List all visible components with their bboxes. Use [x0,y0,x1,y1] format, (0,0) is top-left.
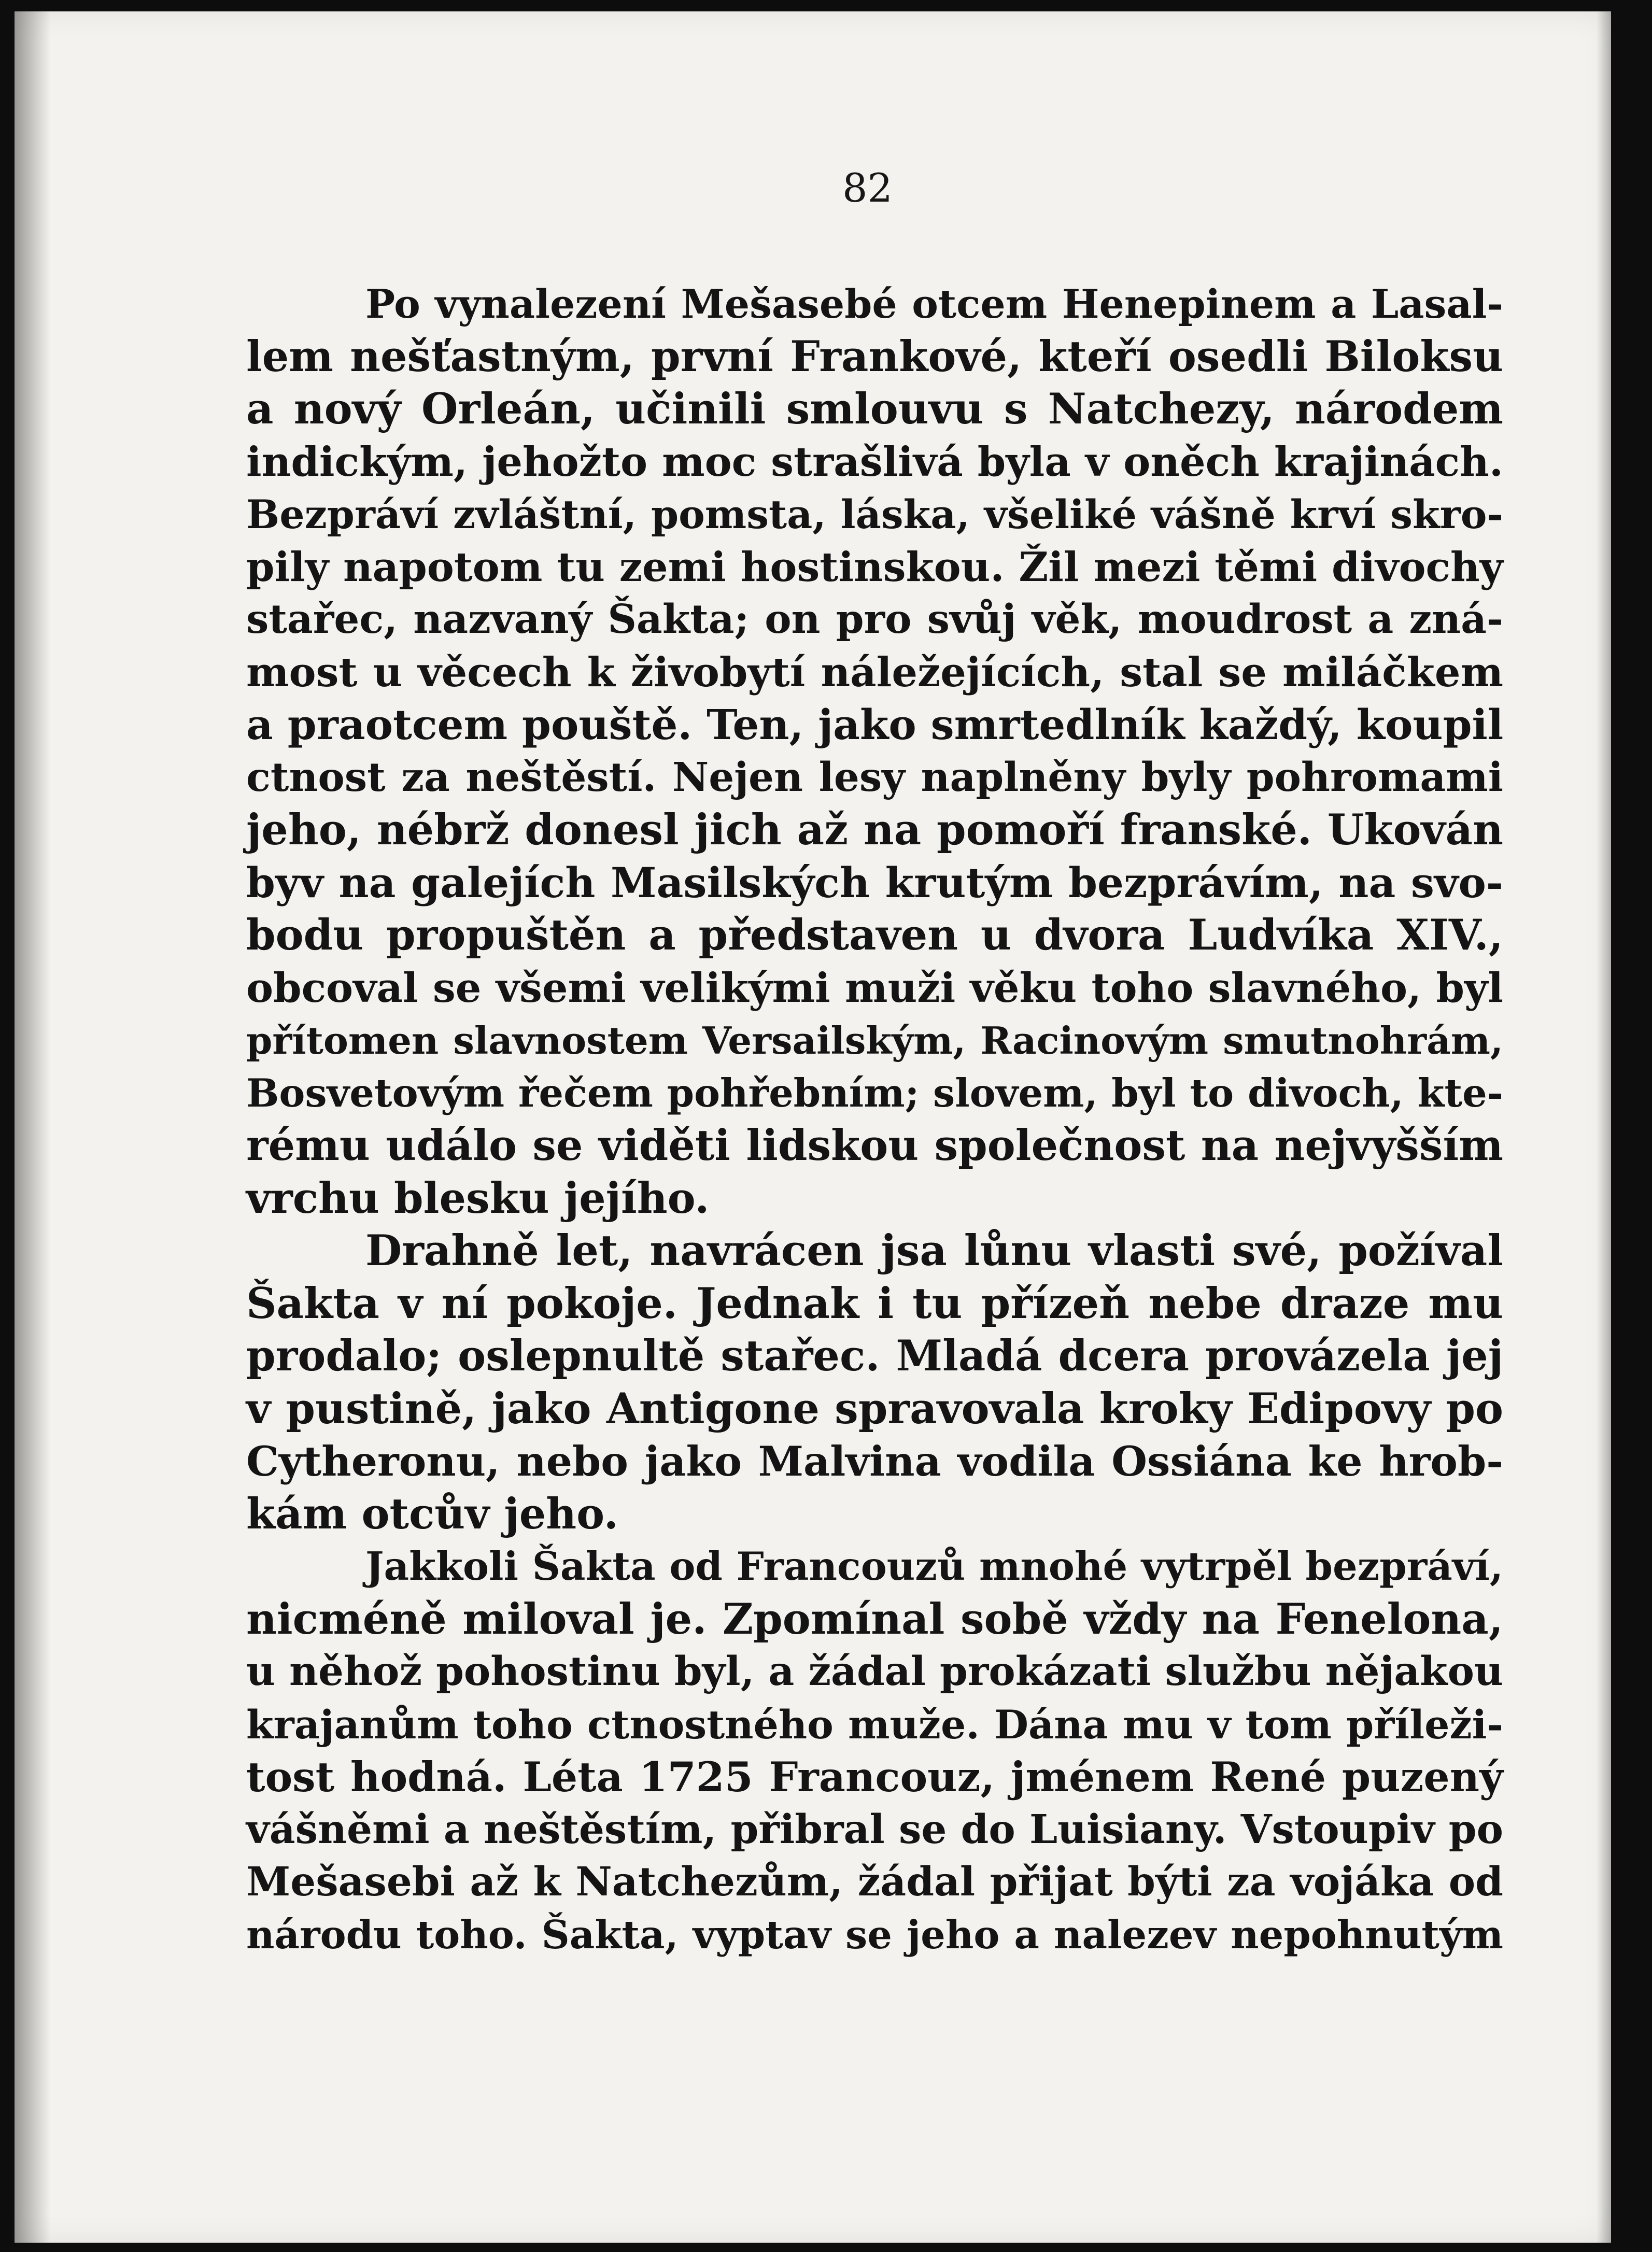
text-line: Drahně let, navrácen jsa lůnu vlasti své, požíval [365,1226,1503,1276]
text-line: přítomen slavnostem Versailským, Racinovým smutnohrám, [246,1018,1503,1063]
text-line: Mešasebi až k Natchezům, žádal přijat býti za vojáka od [246,1859,1503,1905]
page-number: 82 [842,165,893,211]
text-line: kám otcův jeho. [246,1489,618,1539]
text-line: Jakkoli Šakta od Francouzů mnohé vytrpěl bezpráví, [365,1543,1503,1589]
text-line: obcoval se všemi velikými muži věku toho slavného, byl [246,964,1503,1012]
text-line: v pustině, jako Antigone spravovala kroky Edipovy po [246,1384,1503,1434]
text-line: krajanům toho ctnostného muže. Dána mu v tom příleži- [246,1701,1503,1748]
text-line: Cytheronu, nebo jako Malvina vodila Ossiána ke hrob- [246,1437,1503,1485]
text-line: Bosvetovým řečem pohřebním; slovem, byl to divoch, kte- [246,1070,1503,1116]
text-line: Bezpráví zvláštní, pomsta, láska, všeliké vášně krví skro- [246,491,1503,537]
text-line: vášněmi a neštěstím, přibral se do Luisiany. Vstoupiv po [246,1806,1503,1853]
text-line: indickým, jehožto moc strašlivá byla v oněch krajinách. [246,438,1503,486]
text-line: nicméně miloval je. Zpomínal sobě vždy na Fenelona, [246,1594,1503,1644]
text-line: stařec, nazvaný Šakta; on pro svůj věk, moudrost a zná- [246,596,1503,643]
text-line: a nový Orleán, učinili smlouvu s Natchezy, národem [246,385,1503,434]
text-line: tost hodná. Léta 1725 Francouz, jménem René puzený [246,1753,1503,1801]
text-line: u něhož pohostinu byl, a žádal prokázati službu nějakou [246,1648,1503,1695]
text-line: most u věcech k živobytí náležejících, stal se miláčkem [246,648,1503,696]
text-line: národu toho. Šakta, vyptav se jeho a nalezev nepohnutým [246,1911,1503,1958]
text-line: pily napotom tu zemi hostinskou. Žil mezi těmi divochy [246,543,1503,591]
text-line: ctnost za neštěstí. Nejen lesy naplněny byly pohromami [246,754,1503,801]
text-line: prodalo; oslepnultě stařec. Mladá dcera provázela jej [246,1332,1503,1381]
binding-shadow [15,11,51,2243]
page-edge-shadow [1597,11,1611,2243]
text-line: vrchu blesku jejího. [246,1173,710,1223]
text-line: byv na galejích Masilských krutým bezprávím, na svo- [246,858,1503,907]
text-line: bodu propuštěn a představen u dvora Ludvíka XIV., [246,911,1503,960]
text-line: lem nešťastným, první Frankové, kteří osedli Biloksu [246,332,1503,381]
text-line: Po vynalezení Mešasebé otcem Henepinem a Lasal- [365,281,1503,327]
text-line: rému událo se viděti lidskou společnost na nejvyšším [246,1121,1503,1170]
text-line: a praotcem pouště. Ten, jako smrtedlník každý, koupil [246,700,1504,749]
text-line: Šakta v ní pokoje. Jednak i tu přízeň nebe draze mu [246,1279,1503,1328]
body-text [246,278,1503,1961]
text-line: jeho, nébrž donesl jich až na pomoří franské. Ukován [246,805,1503,855]
